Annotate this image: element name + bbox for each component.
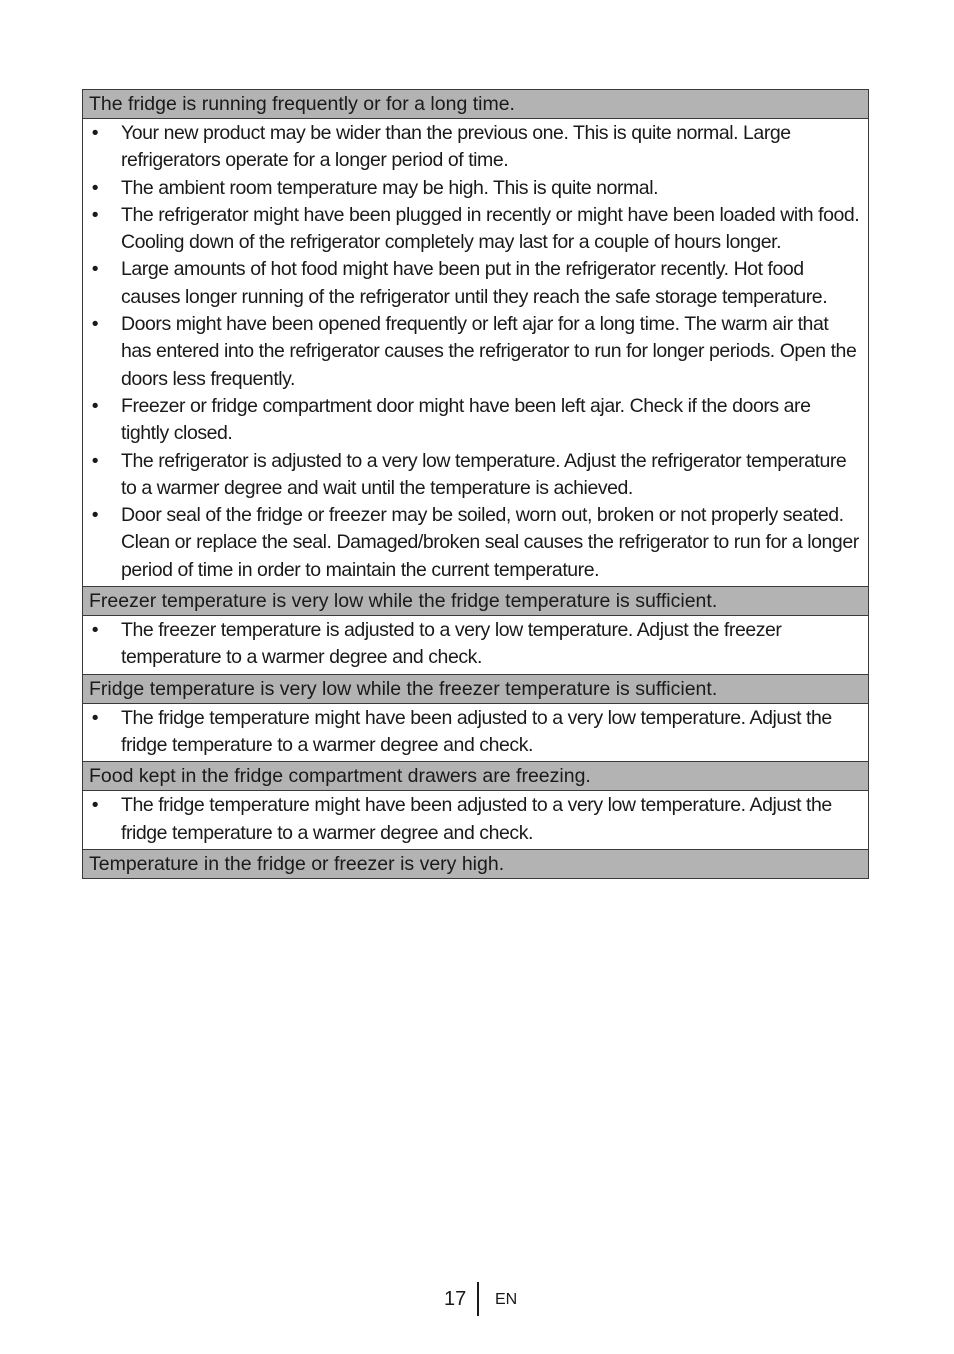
list-item [83, 202, 868, 257]
page-footer [0, 1282, 954, 1316]
list-item [83, 705, 868, 760]
bullet-list [83, 120, 868, 584]
list-item-text: The fridge temperature might have been adjusted to a very low temperature. Adjust the fridge temperature to a warmer degree and check. [121, 706, 832, 756]
bullet-list [83, 705, 868, 760]
list-item [83, 792, 868, 847]
bullet-icon: • [91, 706, 99, 729]
footer-divider [477, 1282, 479, 1316]
bullet-icon: • [91, 394, 99, 417]
list-item [83, 120, 868, 175]
list-item [83, 448, 868, 503]
list-item [83, 502, 868, 584]
section-header-drawers-freezing: Food kept in the fridge compartment drawers are freezing. [83, 762, 868, 791]
list-item-text: The fridge temperature might have been adjusted to a very low temperature. Adjust the fridge temperature to a warmer degree and check. [121, 794, 832, 844]
section-body-drawers-freezing [83, 791, 868, 850]
list-item-text: Doors might have been opened frequently or left ajar for a long time. The warm air that has entered into the refrigerator causes the refrigerator to run for longer periods. Open the doors less frequently. [121, 313, 857, 390]
list-item-text: The freezer temperature is adjusted to a very low temperature. Adjust the freezer temperature to a warmer degree and check. [121, 619, 782, 669]
page-number: 17 [444, 1288, 467, 1310]
list-item-text: Freezer or fridge compartment door might have been left ajar. Check if the doors are tightly closed. [121, 394, 811, 445]
bullet-icon: • [91, 504, 99, 527]
bullet-icon: • [91, 794, 99, 817]
section-body-running-long [83, 119, 868, 587]
section-body-freezer-low [83, 616, 868, 675]
list-item-text: Door seal of the fridge or freezer may be soiled, worn out, broken or not properly seated. Clean or replace the seal. Damaged/broken seal causes the refrigerator to run for a longer period of time in order to maintain the current temperature. [121, 504, 859, 581]
list-item [83, 393, 868, 448]
bullet-icon: • [91, 203, 99, 226]
bullet-list [83, 617, 868, 672]
list-item [83, 175, 868, 202]
list-item-text: The refrigerator might have been plugged in recently or might have been loaded with food. Cooling down of the refrigerator completely may last for a couple of hours longer. [121, 203, 860, 254]
list-item [83, 256, 868, 311]
bullet-list [83, 792, 868, 847]
section-header-running-long: The fridge is running frequently or for a long time. [83, 90, 868, 119]
section-header-fridge-low: Fridge temperature is very low while the freezer temperature is sufficient. [83, 675, 868, 704]
list-item-text: The ambient room temperature may be high. This is quite normal. [121, 176, 659, 199]
list-item [83, 617, 868, 672]
list-item-text: The refrigerator is adjusted to a very low temperature. Adjust the refrigerator temperature to a warmer degree and wait until the temperature is achieved. [121, 449, 847, 499]
list-item-text: Large amounts of hot food might have been put in the refrigerator recently. Hot food causes longer running of the refrigerator until they reach the safe storage temperature. [121, 258, 828, 308]
list-item [83, 311, 868, 393]
bullet-icon: • [91, 313, 99, 336]
troubleshooting-table [82, 89, 869, 879]
section-header-temperature-high: Temperature in the fridge or freezer is very high. [83, 850, 868, 878]
section-header-freezer-low: Freezer temperature is very low while the fridge temperature is sufficient. [83, 587, 868, 616]
bullet-icon: • [91, 449, 99, 472]
bullet-icon: • [91, 176, 99, 199]
bullet-icon: • [91, 258, 99, 281]
bullet-icon: • [91, 122, 99, 144]
list-item-text: Your new product may be wider than the previous one. This is quite normal. Large refrigerators operate for a longer period of time. [121, 122, 791, 172]
bullet-icon: • [91, 619, 99, 642]
language-code: EN [495, 1291, 518, 1308]
section-body-fridge-low [83, 704, 868, 763]
